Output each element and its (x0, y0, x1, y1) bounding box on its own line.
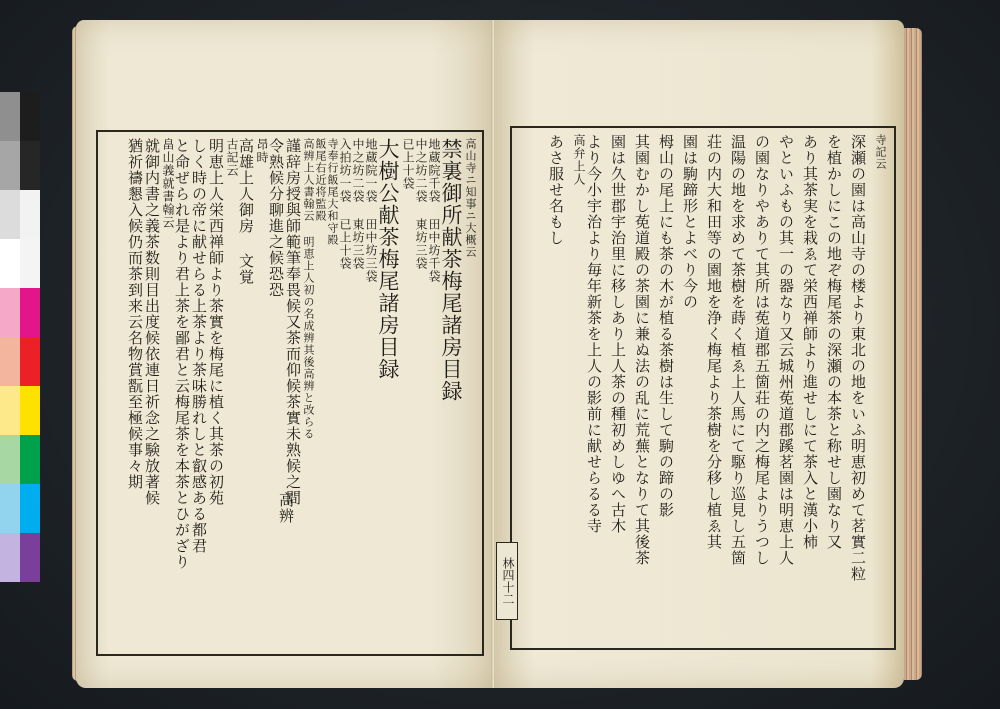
open-book (72, 20, 922, 690)
left-page-text-column: 中之坊二袋 東坊三袋 (414, 138, 428, 270)
left-page-text-column: しく時の帝に献せらる上茶より茶味勝れしと叡感ある都君 (190, 138, 208, 554)
calibration-swatch (20, 92, 40, 141)
right-page-text-column: あり其茶実を栽ゑて栄西禅師より進せしにて茶入と漢小柿 (801, 134, 819, 550)
left-page-text-column: 地蔵院一袋 田中坊三袋 (364, 138, 378, 283)
right-page-text-column: やといふもの其一の器なり又云城州莬道郡蹊茗園は明恵上人 (777, 134, 795, 566)
right-page-text-column: 寺記云 (874, 134, 887, 170)
right-page-text-column: 高弁上人 (572, 134, 586, 186)
calibration-swatch (20, 386, 40, 435)
color-calibration-strip (0, 92, 42, 582)
left-page-text-column: 禁裏御所献茶梅尾諸房目録 (439, 138, 463, 402)
right-page-text-column: 其園むかし莬道殿の茶園に兼ぬ法の乱に荒蕪となりて其後茶 (633, 134, 651, 566)
left-page-text-column: 大樹公献茶梅尾諸房目録 (376, 138, 400, 380)
left-page-text-column: 謹辞房授與師範筆奉畏候又茶而仰候茶實未熟候之間 (284, 138, 302, 506)
calibration-swatch (0, 337, 20, 386)
signature: 高辨 (277, 492, 295, 524)
right-page-text-column: 温陽の地を求めて茶樹を蒔く植ゑ上人馬にて駆り巡見し五箇 (729, 134, 747, 566)
left-page-text-column: 高山寺ニ知事ニ大概云 (464, 138, 477, 258)
right-page-text-column: 深瀬の園は高山寺の楼より東北の地をいふ明恵初めて茗實二粒 (849, 134, 867, 582)
right-page-text-column: 園は駒蹄形とよべり今の (681, 134, 699, 310)
left-page-text-column: 飯尾右近将監殿 (314, 138, 327, 222)
right-page-text-column: を植かしにこの地ぞ梅尾茶の深瀬の本茶と称せし園なり又 (825, 134, 843, 550)
calibration-swatch (0, 190, 20, 239)
calibration-swatch (0, 533, 20, 582)
calibration-swatch (20, 288, 40, 337)
calibration-swatch (20, 141, 40, 190)
calibration-swatch (0, 141, 20, 190)
left-page-text-column: 昂時 (255, 138, 269, 164)
right-text-frame (510, 126, 896, 650)
calibration-swatch (20, 484, 40, 533)
calibration-swatch (0, 484, 20, 533)
right-page-text-column: 栂山の尾上にも茶の木が植る茶樹は生して駒の蹄の影 (657, 134, 675, 518)
page-fore-edge (904, 28, 922, 680)
calibration-swatch (20, 190, 40, 239)
calibration-swatch (0, 239, 20, 288)
left-page-text-column: 高辨上人書翰云 明恵上人初の名成辨其後高辨と改らる (302, 138, 315, 440)
folio-number: 林四十二 (496, 542, 518, 620)
left-page-text-column: 古記云 (225, 138, 239, 177)
left-page-text-column: 入拍坊一袋 已上十袋 (338, 138, 352, 270)
left-page-text-column: 已上十袋 (401, 138, 415, 190)
left-page-text-column: 猶祈禱懇入候仍而茶到来云名物賞翫至極候事々期 (126, 138, 144, 490)
left-page-text-column: 中之坊二袋 東坊三袋 (351, 138, 365, 270)
calibration-swatch (0, 92, 20, 141)
left-page-text-column: と命ぜられ是より君上茶を鄙君と云梅尾茶を本茶とひがざり (173, 138, 191, 570)
left-page-text-column: 就御内書之義茶数則目出度候依連日祈念之験放著候 (143, 138, 161, 506)
calibration-swatch (20, 435, 40, 484)
right-page-text-column: 荘の内大和田等の園地を浄く梅尾より茶樹を分移し植ゑ其 (705, 134, 723, 550)
left-page-text-column: 明恵上人栄西禅師より茶實を梅尾に植く其茶の初苑 (207, 138, 225, 506)
calibration-swatch (20, 533, 40, 582)
calibration-swatch (20, 337, 40, 386)
right-page-text-column: 園は久世郡宇治里に移しあり上人茶の種初めしゆへ古木 (609, 134, 627, 534)
left-page-text-column: 地蔵院千袋 田中坊千袋 (427, 138, 441, 283)
right-page-text-column: あさ服せ名もし (547, 134, 565, 246)
left-page-text-column: 令熟候分聊進之候恐恐 (267, 138, 285, 298)
calibration-swatch (0, 435, 20, 484)
calibration-swatch (20, 239, 40, 288)
left-page-text-column: 寺奉行飯尾大和守殿 (326, 138, 339, 246)
left-text-frame (96, 130, 484, 656)
right-page (494, 20, 904, 688)
calibration-swatch (0, 288, 20, 337)
right-page-text-column: の園なりやありて其所は莬道郡五箇荘の内之梅尾よりうつし (753, 134, 771, 566)
left-page (76, 20, 494, 688)
right-page-text-column: より今小宇治より毎年新茶を上人の影前に献せらるる寺 (585, 134, 603, 534)
left-page-text-column: 畠山義就書翰云 (161, 138, 175, 229)
calibration-swatch (0, 386, 20, 435)
left-page-text-column: 高雄上人御房 文覚 (237, 138, 255, 285)
